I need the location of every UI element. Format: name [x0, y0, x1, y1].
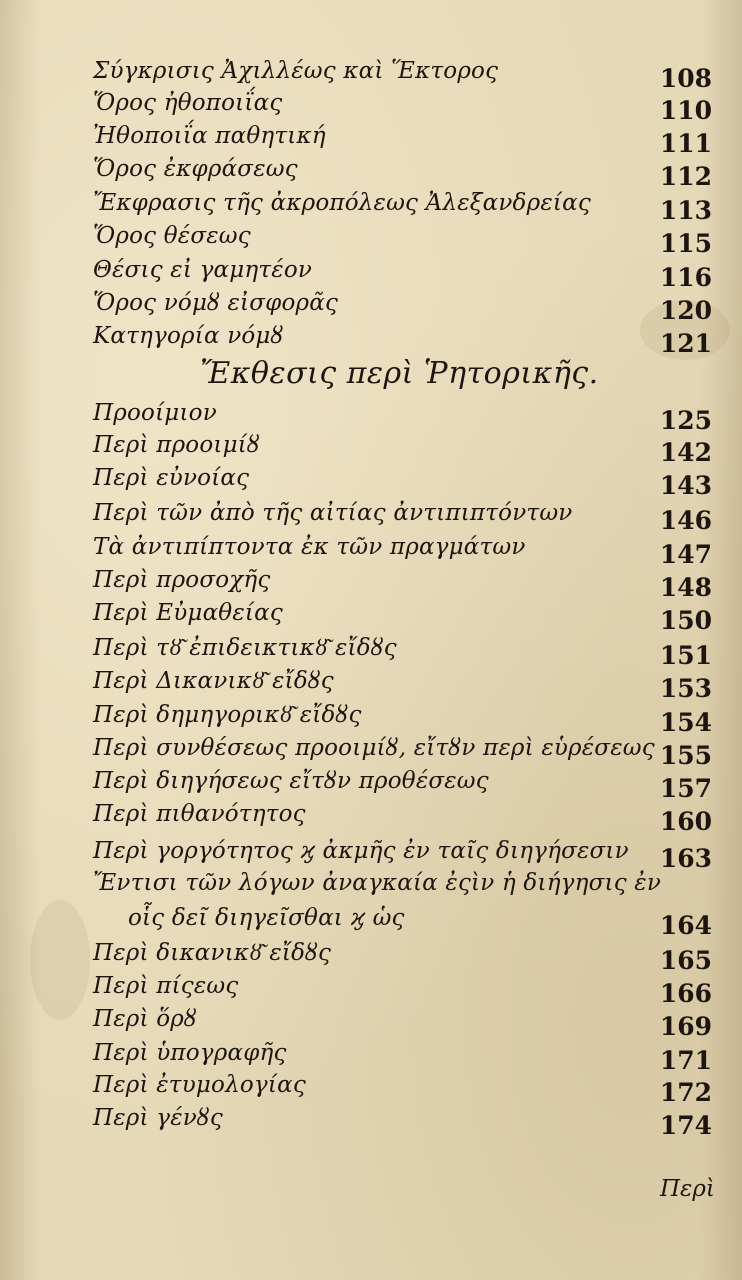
entry-page-number: 116	[659, 263, 712, 292]
toc-entry	[93, 1006, 733, 1038]
toc-entry	[93, 735, 733, 767]
entry-title: Περὶ προοιμίȣ	[93, 432, 260, 458]
toc-entry	[93, 58, 733, 90]
entry-title: Περὶ Δικανικȣ͂ εἴδȣς	[93, 668, 334, 694]
entry-title: Περὶ ὑπογραφῆς	[93, 1040, 287, 1066]
toc-entry	[93, 1040, 733, 1072]
toc-entry	[93, 668, 733, 700]
toc-entry	[93, 600, 733, 632]
toc-entry	[93, 190, 733, 222]
entry-page-number: 115	[659, 229, 712, 258]
entry-page-number: 174	[659, 1111, 712, 1140]
entry-page-number: 164	[659, 911, 712, 940]
entry-title: Περὶ γοργότητος ϗ ἀκμῆς ἐν ταῖς διηγήσεσιν	[93, 838, 629, 864]
toc-entry	[93, 801, 733, 833]
entry-page-number: 120	[659, 296, 712, 325]
entry-title: Περὶ ἐτυμολογίας	[93, 1072, 306, 1098]
entry-page-number: 171	[659, 1046, 712, 1075]
entry-title: Περὶ γένȣς	[93, 1105, 223, 1131]
toc-entry	[93, 156, 733, 188]
toc-entry	[93, 940, 733, 972]
entry-page-number: 163	[659, 844, 712, 873]
entry-page-number: 111	[659, 129, 712, 158]
entry-title: Περὶ Εὐμαθείας	[93, 600, 283, 626]
entry-title: Ὅρος θέσεως	[93, 223, 251, 249]
entry-title: Κατηγορία νόμȣ	[93, 323, 284, 349]
entry-page-number: 146	[659, 506, 712, 535]
entry-title: Περὶ δημηγορικȣ͂ εἴδȣς	[93, 702, 362, 728]
entry-page-number: 147	[659, 540, 712, 569]
entry-page-number: 169	[659, 1012, 712, 1041]
toc-entry	[93, 123, 733, 155]
entry-title: Θέσις εἰ γαμητέον	[93, 257, 313, 283]
toc-entry	[93, 870, 733, 902]
toc-entry	[93, 323, 733, 355]
toc-entry	[93, 702, 733, 734]
entry-page-number: 112	[659, 162, 712, 191]
entry-title: οἷς δεῖ διηγεῖσθαι ϗ ὡς	[128, 905, 405, 931]
toc-entry	[93, 257, 733, 289]
entry-page-number: 154	[659, 708, 712, 737]
entry-title: Περὶ πιθανότητος	[93, 801, 306, 827]
entry-page-number: 172	[659, 1078, 712, 1107]
entry-title: Σύγκρισις Ἀχιλλέως καὶ Ἕκτορος	[93, 58, 499, 84]
entry-title: Περὶ εὐνοίας	[93, 465, 250, 491]
entry-page-number: 165	[659, 946, 712, 975]
toc-entry	[93, 567, 733, 599]
entry-page-number: 150	[659, 606, 712, 635]
toc-entry	[93, 973, 733, 1005]
toc-entry	[93, 1072, 733, 1104]
entry-title: Προοίμιον	[93, 400, 217, 426]
entry-title: Περὶ ὅρȣ	[93, 1006, 197, 1032]
entry-title: Περὶ διηγήσεως εἴτȣν προθέσεως	[93, 768, 489, 794]
entry-title: Τὰ ἀντιπίπτοντα ἐκ τῶν πραγμάτων	[93, 534, 526, 560]
entry-title: Περὶ τȣ͂ ἐπιδεικτικȣ͂ εἴδȣς	[93, 635, 397, 661]
entry-page-number: 160	[659, 807, 712, 836]
entry-title: Περὶ τῶν ἀπὸ τῆς αἰτίας ἀντιπιπτόντων	[93, 500, 573, 526]
entry-page-number: 125	[659, 406, 712, 435]
entry-page-number: 157	[659, 774, 712, 803]
entry-title: Ἔκφρασις τῆς ἀκροπόλεως Ἀλεξανδρείας	[93, 190, 591, 216]
toc-entry	[93, 223, 733, 255]
entry-title: Ἔντισι τῶν λόγων ἀναγκαία ἐςὶν ἡ διήγησις ἐν	[93, 870, 662, 896]
entry-page-number: 155	[659, 741, 712, 770]
toc-entry	[93, 838, 733, 870]
toc-entry	[93, 465, 733, 497]
toc-entry	[93, 500, 733, 532]
entry-page-number: 166	[659, 979, 712, 1008]
toc-entry	[93, 290, 733, 322]
toc-entry	[93, 768, 733, 800]
toc-entry	[93, 534, 733, 566]
entry-page-number: 148	[659, 573, 712, 602]
entry-page-number: 151	[659, 641, 712, 670]
entry-page-number: 113	[659, 196, 712, 225]
entry-page-number: 142	[659, 438, 712, 467]
entry-title: Περὶ πίςεως	[93, 973, 239, 999]
toc-entry	[93, 432, 733, 464]
entry-title: Περὶ συνθέσεως προοιμίȣ, εἴτȣν περὶ εὑρέσεως	[93, 735, 655, 761]
entry-title: Περὶ δικανικȣ͂ εἴδȣς	[93, 940, 332, 966]
entry-title: Περὶ προσοχῆς	[93, 567, 271, 593]
toc-entry	[93, 90, 733, 122]
entry-title: Ὅρος ἠθοποιΐας	[93, 90, 283, 116]
toc-entry	[93, 1105, 733, 1137]
entry-title: Ἠθοποιΐα παθητική	[93, 123, 326, 149]
catchword: Περὶ	[660, 1176, 715, 1202]
entry-title: Ὅρος ἐκφράσεως	[93, 156, 298, 182]
entry-title: Ὅρος νόμȣ εἰσφορᾶς	[93, 290, 339, 316]
entry-page-number: 108	[659, 64, 712, 93]
section-heading: Ἔκθεσις περὶ Ῥητορικῆς.	[200, 356, 599, 391]
toc-entry	[93, 635, 733, 667]
entry-page-number: 121	[659, 329, 712, 358]
entry-page-number: 153	[659, 674, 712, 703]
entry-page-number: 143	[659, 471, 712, 500]
entry-page-number: 110	[659, 96, 712, 125]
toc-entry	[93, 400, 733, 432]
